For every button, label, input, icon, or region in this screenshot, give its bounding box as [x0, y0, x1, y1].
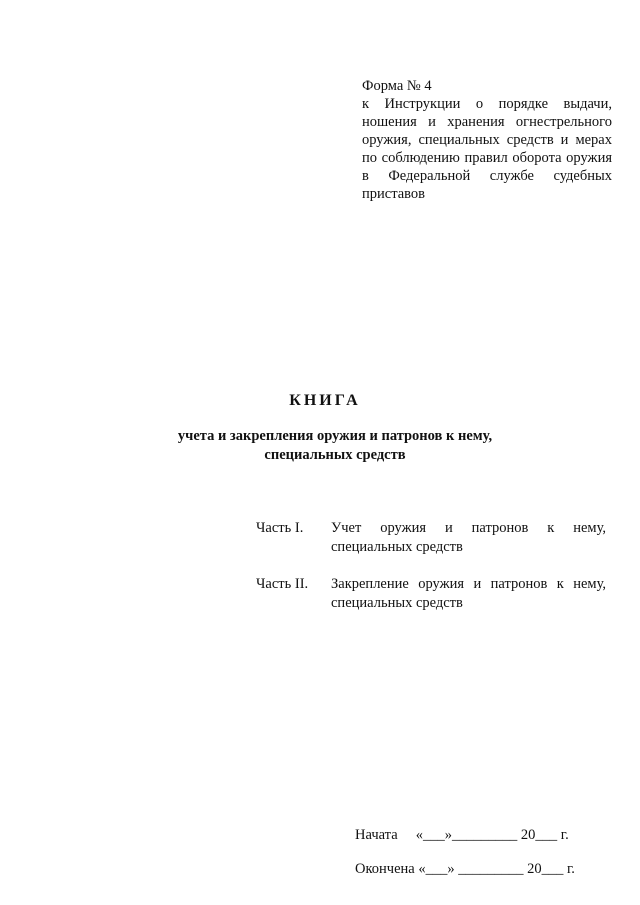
subtitle-line: учета и закрепления оружия и патронов к нему, — [177, 428, 493, 444]
part-text: Закрепление оружия и патронов к нему, специальных средств — [331, 576, 606, 611]
part-item — [256, 575, 606, 613]
part-label: Часть I. — [256, 520, 304, 536]
dates-block — [355, 826, 575, 878]
book-title: КНИГА — [289, 392, 361, 409]
end-date-line: Окончена «___» _________ 20___ г. — [355, 861, 575, 877]
part-text: Учет оружия и патронов к нему, специальных средств — [331, 520, 606, 555]
part-label: Часть II. — [256, 576, 309, 592]
parts-list — [256, 519, 606, 631]
part-item — [256, 519, 606, 557]
start-date-line: Начата «___»_________ 20___ г. — [355, 827, 569, 843]
form-description: к Инструкции о порядке выдачи, ношения и хранения огнестрельного оружия, специальных средств и мерах по соблюдению правил оборота оружия в Федеральной службе судебных приставов — [362, 96, 612, 202]
book-subtitle — [150, 427, 520, 465]
form-number: Форма № 4 — [362, 78, 432, 94]
subtitle-line: специальных средств — [264, 447, 406, 463]
form-header — [362, 77, 612, 203]
